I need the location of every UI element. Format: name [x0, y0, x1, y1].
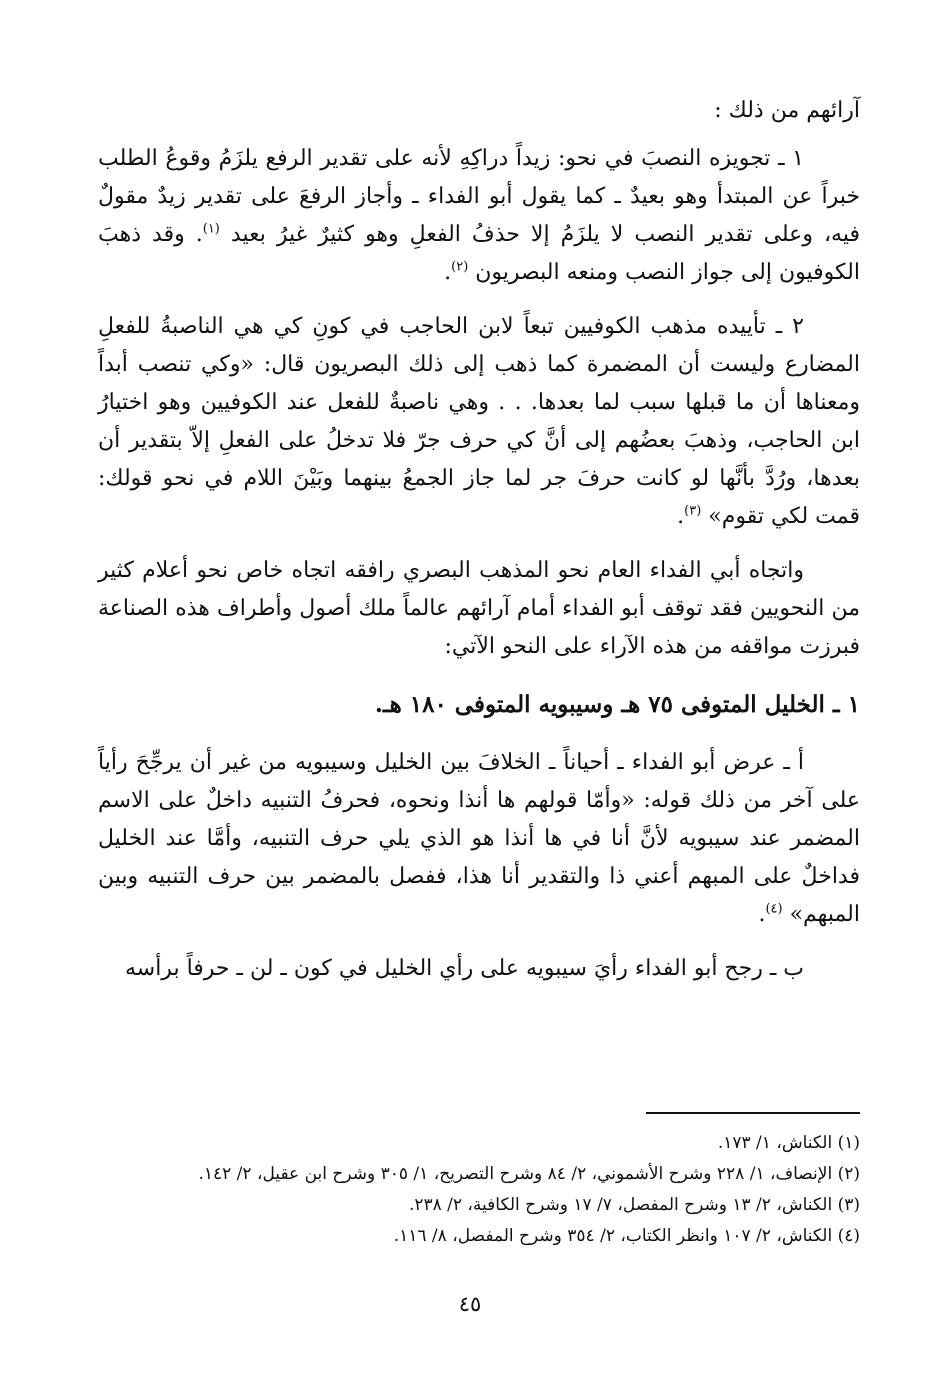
paragraph-text: ب ـ رجح أبو الفداء رأيَ سيبويه على رأي الخليل في كون ـ لن ـ حرفاً برأسه: [124, 956, 804, 981]
paragraph-text: ٢ ـ تأييده مذهب الكوفيين تبعاً لابن الحاجب في كونِ كي هي الناصبةُ للفعلِ المضارع وليست أن المضمرة كما ذهب إلى ذلك البصريون قال: «وكي تنصب أبداً ومعناها أن ما قبلها سبب لما بعدها. . . وهي ناصبةٌ للفعل عند الكوفيين وهو اختيارُ ابن الحاجب، وذهبَ بعضُهم إلى أنَّ كي حرف جرّ فلا تدخلُ على الفعلِ إلاّ بتقدير أن بعدها، ورُدَّ بأنَّها لو كانت حرفَ جر لما جاز الجمعُ بينهما وبَيْنَ اللام في نحو قولك: قمت لكي تقوم»: [98, 314, 860, 529]
paragraph-point-1: [98, 140, 860, 292]
paragraph-text: آرائهم من ذلك :: [714, 98, 860, 123]
paragraph-text: . وقد ذهبَ الكوفيون إلى جواز النصب ومنعه البصريون: [98, 222, 860, 285]
footnote-marker: (١): [202, 221, 220, 237]
footnote-marker: (٢): [451, 259, 469, 275]
paragraph-point-a: [98, 744, 860, 934]
footnote-divider: [646, 1112, 860, 1114]
section-heading: ١ ـ الخليل المتوفى ٧٥ هـ وسيبويه المتوفى ١٨٠ هـ.: [374, 691, 860, 718]
paragraph-point-2: [98, 308, 860, 536]
paragraph-text: .: [444, 260, 452, 285]
page-number: ٤٥: [458, 1292, 482, 1316]
paragraph-text: ١ ـ تجويزه النصبَ في نحو: زيداً دراكِهِ لأنه على تقدير الرفع يلزَمُ وقوعُ الطلب خبراً عن المبتدأ وهو بعيدٌ ـ كما يقول أبو الفداء ـ وأجاز الرفعَ على تقدير زيدٌ مقولٌ فيه، وعلى تقدير النصب لا يلزَمُ إلا حذفُ الفعلِ وهو كثيرٌ غيرُ بعيد: [98, 146, 861, 247]
paragraph-text: .: [677, 504, 685, 529]
footnote-3: (٣) الكناش، ٢/ ١٣ وشرح المفصل، ٧/ ١٧ وشرح الكافية، ٢/ ٢٣٨.: [408, 1195, 860, 1215]
footnotes: [110, 1128, 860, 1252]
footnote-1: (١) الكناش، ١/ ١٧٣.: [717, 1133, 860, 1153]
paragraph-text: واتجاه أبي الفداء العام نحو المذهب البصري رافقه اتجاه خاص نحو أعلام كثير من النحويين فقد توقف أبو الفداء أمام آرائهم عالماً ملك أصول وأطراف هذه الصناعة فبرزت مواقفه من هذه الآراء على النحو الآتي:: [98, 558, 860, 659]
footnote-marker: (٣): [684, 503, 702, 519]
footnote-4: (٤) الكناش، ٢/ ١٠٧ وانظر الكتاب، ٢/ ٣٥٤ وشرح المفصل، ٨/ ١١٦.: [393, 1226, 860, 1246]
footnote-2: (٢) الإنصاف، ١/ ٢٢٨ وشرح الأشموني، ٢/ ٨٤ وشرح التصريح، ١/ ٣٠٥ وشرح ابن عقيل، ٢/ ١٤٢.: [198, 1164, 860, 1184]
paragraph-point-b: [98, 950, 860, 988]
paragraph-transition: [98, 552, 860, 666]
main-text: [98, 92, 860, 988]
paragraph-text: أ ـ عرض أبو الفداء ـ أحياناً ـ الخلافَ بين الخليل وسيبويه من غير أن يرجِّحَ رأياً على آخر من ذلك قوله: «وأمّا قولهم ها أنذا ونحوه، فحرفُ التنبيه داخلٌ على الاسم المضمر عند سيبويه لأنَّ أنا في ها أنذا هو الذي يلي حرف التنبيه، وأمَّا عند الخليل فداخلٌ على المبهم أعني ذا والتقدير أنا هذا، ففصل بالمضمر بين حرف التنبيه وبين المبهم»: [98, 750, 860, 927]
paragraph-text: .: [758, 902, 766, 927]
footnote-marker: (٤): [765, 901, 783, 917]
paragraph-opening: [98, 92, 860, 130]
